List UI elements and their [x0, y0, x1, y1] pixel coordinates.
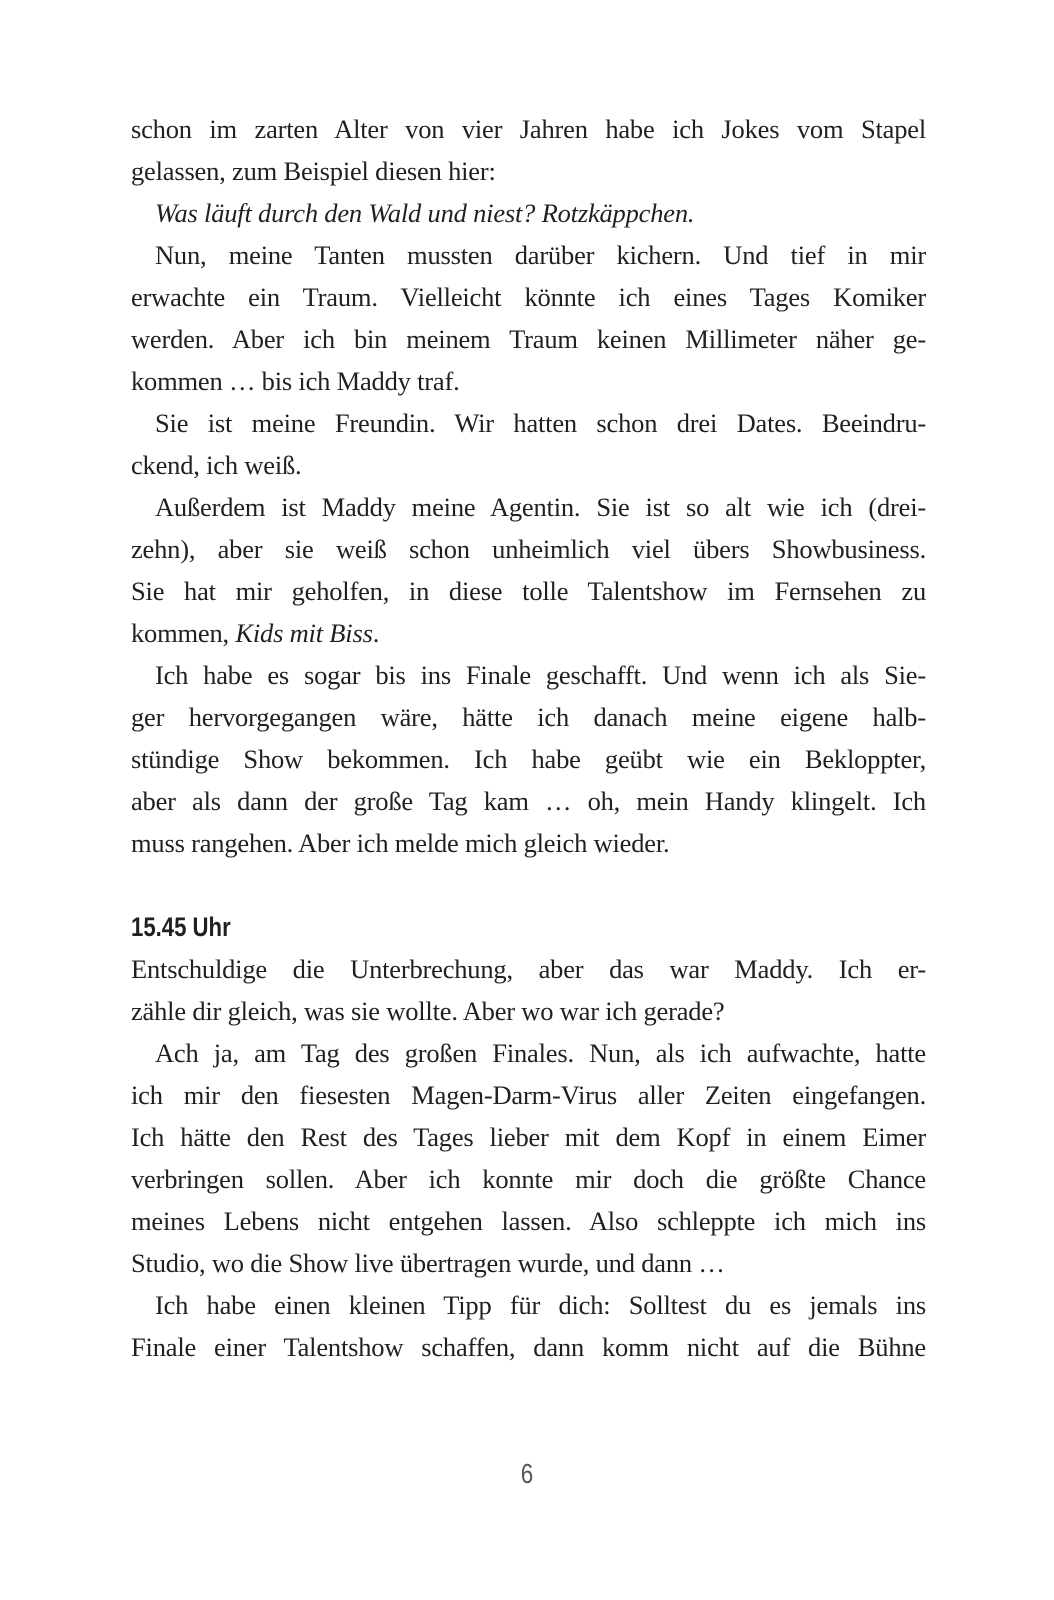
text-line: verbringen sollen. Aber ich konnte mir doch die größte Chance	[131, 1164, 926, 1194]
text-line: Nun, meine Tanten mussten darüber kichern. Und tief in mir	[155, 240, 926, 270]
text-line: aber als dann der große Tag kam … oh, mein Handy klingelt. Ich	[131, 786, 926, 816]
text-fragment: kommen,	[131, 618, 236, 648]
text-line: meines Lebens nicht entgehen lassen. Also schleppte ich mich ins	[131, 1206, 926, 1236]
text-line: erwachte ein Traum. Vielleicht könnte ich eines Tages Komiker	[131, 282, 926, 312]
time-heading: 15.45 Uhr	[131, 912, 231, 942]
text-line: ich mir den fiesesten Magen-Darm-Virus aller Zeiten eingefangen.	[131, 1080, 926, 1110]
text-line: Sie hat mir geholfen, in diese tolle Talentshow im Fernsehen zu	[131, 576, 926, 606]
text-line: kommen … bis ich Maddy traf.	[131, 366, 460, 396]
text-line: Studio, wo die Show live übertragen wurde, und dann …	[131, 1248, 725, 1278]
text-line	[131, 612, 926, 654]
text-line: zehn), aber sie weiß schon unheimlich viel übers Showbusiness.	[131, 534, 926, 564]
text-line: Ich habe einen kleinen Tipp für dich: Solltest du es jemals ins	[155, 1290, 926, 1320]
text-line: gelassen, zum Beispiel diesen hier:	[131, 156, 496, 186]
text-line: Ich habe es sogar bis ins Finale geschafft. Und wenn ich als Sie-	[155, 660, 926, 690]
text-line: stündige Show bekommen. Ich habe geübt wie ein Beklоppter,	[131, 744, 926, 774]
show-title: Kids mit Biss	[235, 618, 373, 648]
text-fragment: .	[372, 618, 380, 648]
text-line: Ich hätte den Rest des Tages lieber mit dem Kopf in einem Eimer	[131, 1122, 926, 1152]
text-line: muss rangehen. Aber ich melde mich gleich wieder.	[131, 828, 670, 858]
text-line: Außerdem ist Maddy meine Agentin. Sie ist so alt wie ich (drei-	[155, 492, 926, 522]
text-line: Entschuldige die Unterbrechung, aber das war Maddy. Ich er-	[131, 954, 926, 984]
text-line: ger hervorgegangen wäre, hätte ich danach meine eigene halb-	[131, 702, 926, 732]
page-number: 6	[520, 1458, 534, 1489]
joke-line: Was läuft durch den Wald und niest? Rotzkäppchen.	[155, 198, 695, 228]
text-line: schon im zarten Alter von vier Jahren habe ich Jokes vom Stapel	[131, 114, 926, 144]
text-line: Ach ja, am Tag des großen Finales. Nun, als ich aufwachte, hatte	[155, 1038, 926, 1068]
text-line: zähle dir gleich, was sie wollte. Aber wo war ich gerade?	[131, 996, 725, 1026]
text-line: Finale einer Talentshow schaffen, dann komm nicht auf die Bühne	[131, 1332, 926, 1362]
text-line: Sie ist meine Freundin. Wir hatten schon drei Dates. Beeindru-	[155, 408, 926, 438]
text-line: ckend, ich weiß.	[131, 450, 302, 480]
text-line: werden. Aber ich bin meinem Traum keinen Millimeter näher ge-	[131, 324, 926, 354]
